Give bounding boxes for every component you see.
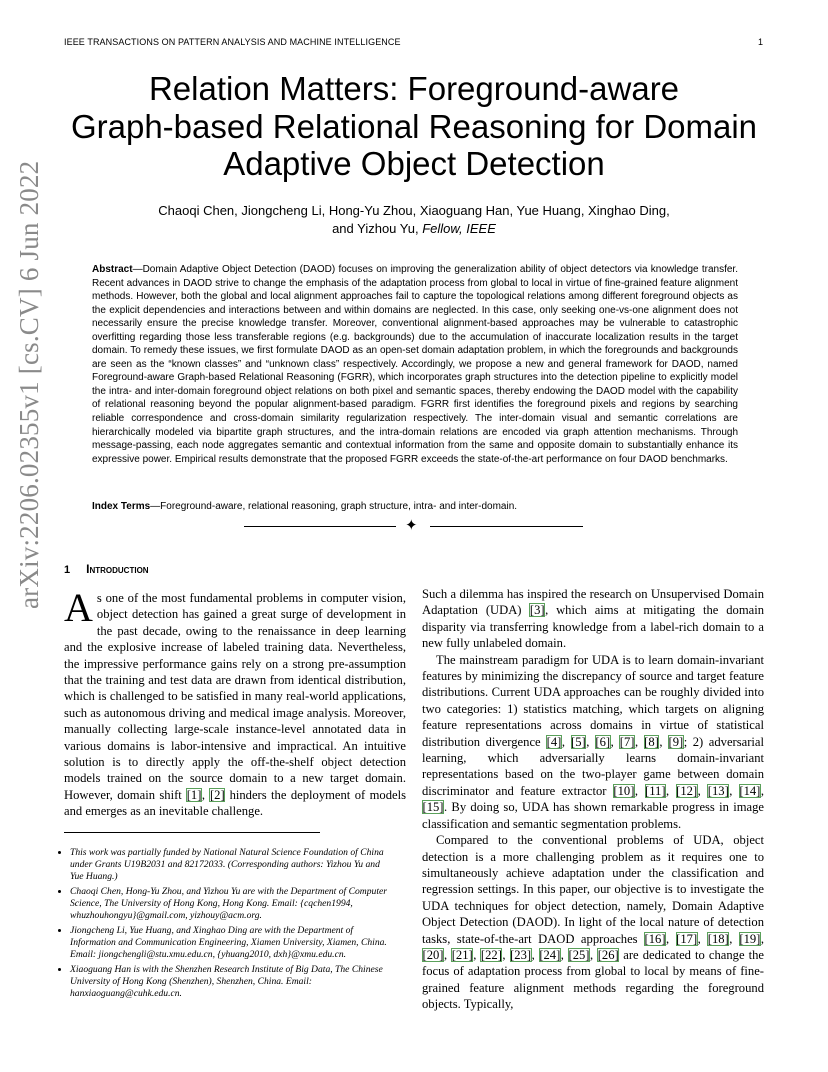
- footnote-item: • Chaoqi Chen, Hong-Yu Zhou, and Yizhou Yu are with the Department of Computer Science, The University of Hong Kong, Hong Kong. Email: {cqchen1994, whuzhouhongyu}@gmail.com, yizhouy@acm.org.: [70, 885, 388, 922]
- body-text: Such a dilemma has inspired the research on Unsupervised Domain Adaptation (UDA): [422, 587, 764, 618]
- body-text: ; 2) adversarial learning, which adversarially learns domain-invariant representations based on the two-player game between domain discriminator and feature extractor: [422, 734, 765, 798]
- citation-group: [16], [17], [18], [19], [20], [21], [22], [23], [24], [25], [26]: [422, 931, 765, 962]
- intro-text: hinders the deployment of models and emerges as an inevitable challenge.: [64, 787, 407, 819]
- footnote-item: • This work was partially funded by National Natural Science Foundation of China under Grants U19B2031 and 82172033. (Corresponding authors: Yizhou Yu and Yue Huang.): [70, 846, 388, 883]
- citation-link[interactable]: [6]: [595, 734, 611, 749]
- citation-link[interactable]: [5]: [571, 734, 586, 749]
- arxiv-stamp: arXiv:2206.02355v1 [cs.CV] 6 Jun 2022: [14, 160, 44, 609]
- citation-link[interactable]: [25]: [568, 947, 590, 962]
- citation-link[interactable]: [21]: [451, 947, 473, 962]
- fellow-title: Fellow, IEEE: [422, 220, 496, 236]
- intro-paragraph-1: [64, 585, 407, 820]
- citation-link[interactable]: [22]: [480, 947, 502, 962]
- body-text: Compared to the conventional problems of UDA, object detection is a more challenging problem as it requires one to simultaneously achieve adaptation under the classification and regression settings. In this paper, our objective is to investigate the UDA techniques for object detection, namely, Domain Adaptive Object Detection (DAOD). In light of the local nature of detection tasks, state-of-the-art DAOD approaches: [422, 833, 764, 946]
- divider-right: [430, 526, 583, 527]
- body-text: are dedicated to change the focus of adaptation process from global to local by means of fine-grained feature alignment methods regarding the foreground objects. Typically,: [422, 947, 765, 1012]
- intro-paragraph-3: [422, 652, 764, 832]
- citation-link[interactable]: [19]: [739, 931, 761, 946]
- authors-last: and Yizhou Yu,: [332, 220, 423, 236]
- abstract-label: Abstract: [92, 264, 133, 275]
- section-title: Introduction: [86, 562, 149, 576]
- author-list: [60, 202, 768, 237]
- section-number: 1: [64, 564, 71, 576]
- index-terms-text: —Foreground-aware, relational reasoning, graph structure, intra- and inter-domain.: [150, 501, 518, 512]
- citation-link[interactable]: [16]: [644, 931, 666, 946]
- citation-link[interactable]: [4]: [546, 734, 562, 749]
- right-column: [422, 586, 764, 1013]
- divider-left: [244, 526, 396, 527]
- citation-link[interactable]: [7]: [619, 734, 635, 749]
- journal-header: IEEE TRANSACTIONS ON PATTERN ANALYSIS AND MACHINE INTELLIGENCE: [64, 37, 401, 47]
- citation-link[interactable]: [17]: [676, 931, 698, 946]
- title-line: Graph-based Relational Reasoning for Domain: [70, 107, 758, 145]
- intro-paragraph-4: [422, 832, 764, 1012]
- left-column: [64, 585, 407, 820]
- title-line: Relation Matters: Foreground-aware: [148, 70, 680, 107]
- citation-link[interactable]: [18]: [707, 931, 729, 946]
- citation-link[interactable]: [14]: [739, 783, 761, 798]
- citation-link[interactable]: [11]: [645, 783, 666, 798]
- citation-link[interactable]: [13]: [707, 783, 729, 798]
- footnote-item: • Jiongcheng Li, Yue Huang, and Xinghao Ding are with the Department of Information and Communication Engineering, Xiamen University, Xiamen, China. Email: jiongchengli@stu.xmu.edu.cn, {yhuang2010, dxh}@xmu.edu.cn.: [70, 924, 388, 961]
- citation-link[interactable]: [26]: [597, 947, 619, 962]
- intro-text: s one of the most fundamental problems in computer vision, object detection has gained a great surge of development in the past decade, owing to the renaissance in deep learning and the explosive increase of labeled training data. Nevertheless, the impressive performance gains rely on a strong pre-assumption that the training and test data are drawn from identical distribution, which is challenged to be satisfied in many real-world applications, such as autonomous driving and medical image analysis. Moreover, manually collecting large-scale instance-level annotated data in various domains is labor-intensive and impractical. An intuitive solution is to directly apply the off-the-shelf object detection models trained on the source domain to a new target domain. However, domain shift: [64, 591, 406, 802]
- citation-link[interactable]: [8]: [644, 734, 659, 749]
- footnote-item: • Xiaoguang Han is with the Shenzhen Research Institute of Big Data, The Chinese University of Hong Kong (Shenzhen), Shenzhen, China. Email: hanxiaoguang@cuhk.edu.cn.: [70, 963, 388, 1000]
- index-terms-label: Index Terms: [92, 501, 151, 512]
- citation-link[interactable]: [15]: [422, 800, 444, 815]
- authors-line-2: [60, 220, 768, 238]
- citation-link[interactable]: [3]: [529, 603, 545, 618]
- citation-link[interactable]: [10]: [613, 783, 635, 798]
- citation-link[interactable]: [1]: [186, 787, 202, 802]
- citation-link[interactable]: [23]: [510, 947, 532, 962]
- intro-paragraph-2: [422, 586, 764, 652]
- title-line: Adaptive Object Detection: [223, 145, 605, 182]
- citation-group: [4], [5], [6], [7], [8], [9]: [546, 734, 684, 749]
- index-terms: [92, 500, 738, 514]
- citation-sep: ,: [201, 787, 210, 802]
- body-text: , which aims at mitigating the domain disparity via transferring knowledge from a label-rich domain to a new fully unlabeled domain.: [422, 603, 764, 651]
- citation-group: [10], [11], [12], [13], [14], [15]: [422, 783, 765, 815]
- divider-ornament: ✦: [405, 516, 418, 534]
- page-number: 1: [758, 37, 764, 47]
- section-heading: [64, 562, 149, 576]
- authors-line-1: Chaoqi Chen, Jiongcheng Li, Hong-Yu Zhou, Xiaoguang Han, Yue Huang, Xinghao Ding,: [158, 203, 670, 218]
- citation-link[interactable]: [2]: [209, 787, 225, 802]
- abstract-text: —Domain Adaptive Object Detection (DAOD) focuses on improving the generalization ability of object detectors via knowledge transfer. Recent advances in DAOD strive to change the emphasis of the adaptation process from global to local in virtue of fine-grained feature alignment methods. However, both the global and local alignment approaches fail to capture the topological relations among different foreground objects as the explicit dependencies and interactions between and within domains are neglected. In this case, only seeking one-vs-one alignment does not necessarily ensure the precise knowledge transfer. Moreover, conventional alignment-based approaches may be vulnerable to catastrophic overfitting regarding those less transferable regions (e.g. backgrounds) due to the accumulation of inaccurate localization results in the target domain. To remedy these issues, we first formulate DAOD as an open-set domain adaptation problem, in which the foregrounds and backgrounds are seen as the “known classes” and “unknown class” respectively. Accordingly, we propose a new and general framework for DAOD, named Foreground-aware Graph-based Relational Reasoning (FGRR), which incorporates graph structures into the detection pipeline to explicitly model the intra- and inter-domain foreground object relations on both pixel and semantic spaces, thereby endowing the DAOD model with the capability of relational reasoning beyond the popular alignment-based paradigm. FGRR first identifies the foreground pixels and regions by searching reliable correspondence and cross-domain similarity regularization respectively. The inter-domain visual and semantic correlations are hierarchically modeled via bipartite graph structures, and the intra-domain relations are encoded via graph attention mechanisms. Through message-passing, each node aggregates semantic and contextual information from the same and opposite domain to substantially enhance its expressive power. Empirical results demonstrate that the proposed FGRR exceeds the state-of-the-art performance on four DAOD benchmarks.: [92, 264, 738, 465]
- abstract: [92, 263, 738, 466]
- body-text: The mainstream paradigm for UDA is to learn domain-invariant features by minimizing the discrepancy of source and target feature distributions. Current UDA approaches can be roughly divided into two categories: 1) statistics matching, which targets on aligning feature representations across domains in virtue of statistical distribution divergence: [422, 652, 764, 749]
- citation-link[interactable]: [24]: [539, 947, 561, 962]
- citation-link[interactable]: [20]: [422, 947, 444, 962]
- paper-title: [40, 70, 788, 183]
- footnotes: [52, 846, 388, 1002]
- body-text: . By doing so, UDA has shown remarkable progress in image classification and semantic segmentation problems.: [422, 800, 764, 831]
- drop-cap: A: [64, 585, 93, 630]
- footnote-rule: [64, 832, 320, 833]
- citation-link[interactable]: [12]: [676, 783, 698, 798]
- citation-link[interactable]: [9]: [668, 734, 684, 749]
